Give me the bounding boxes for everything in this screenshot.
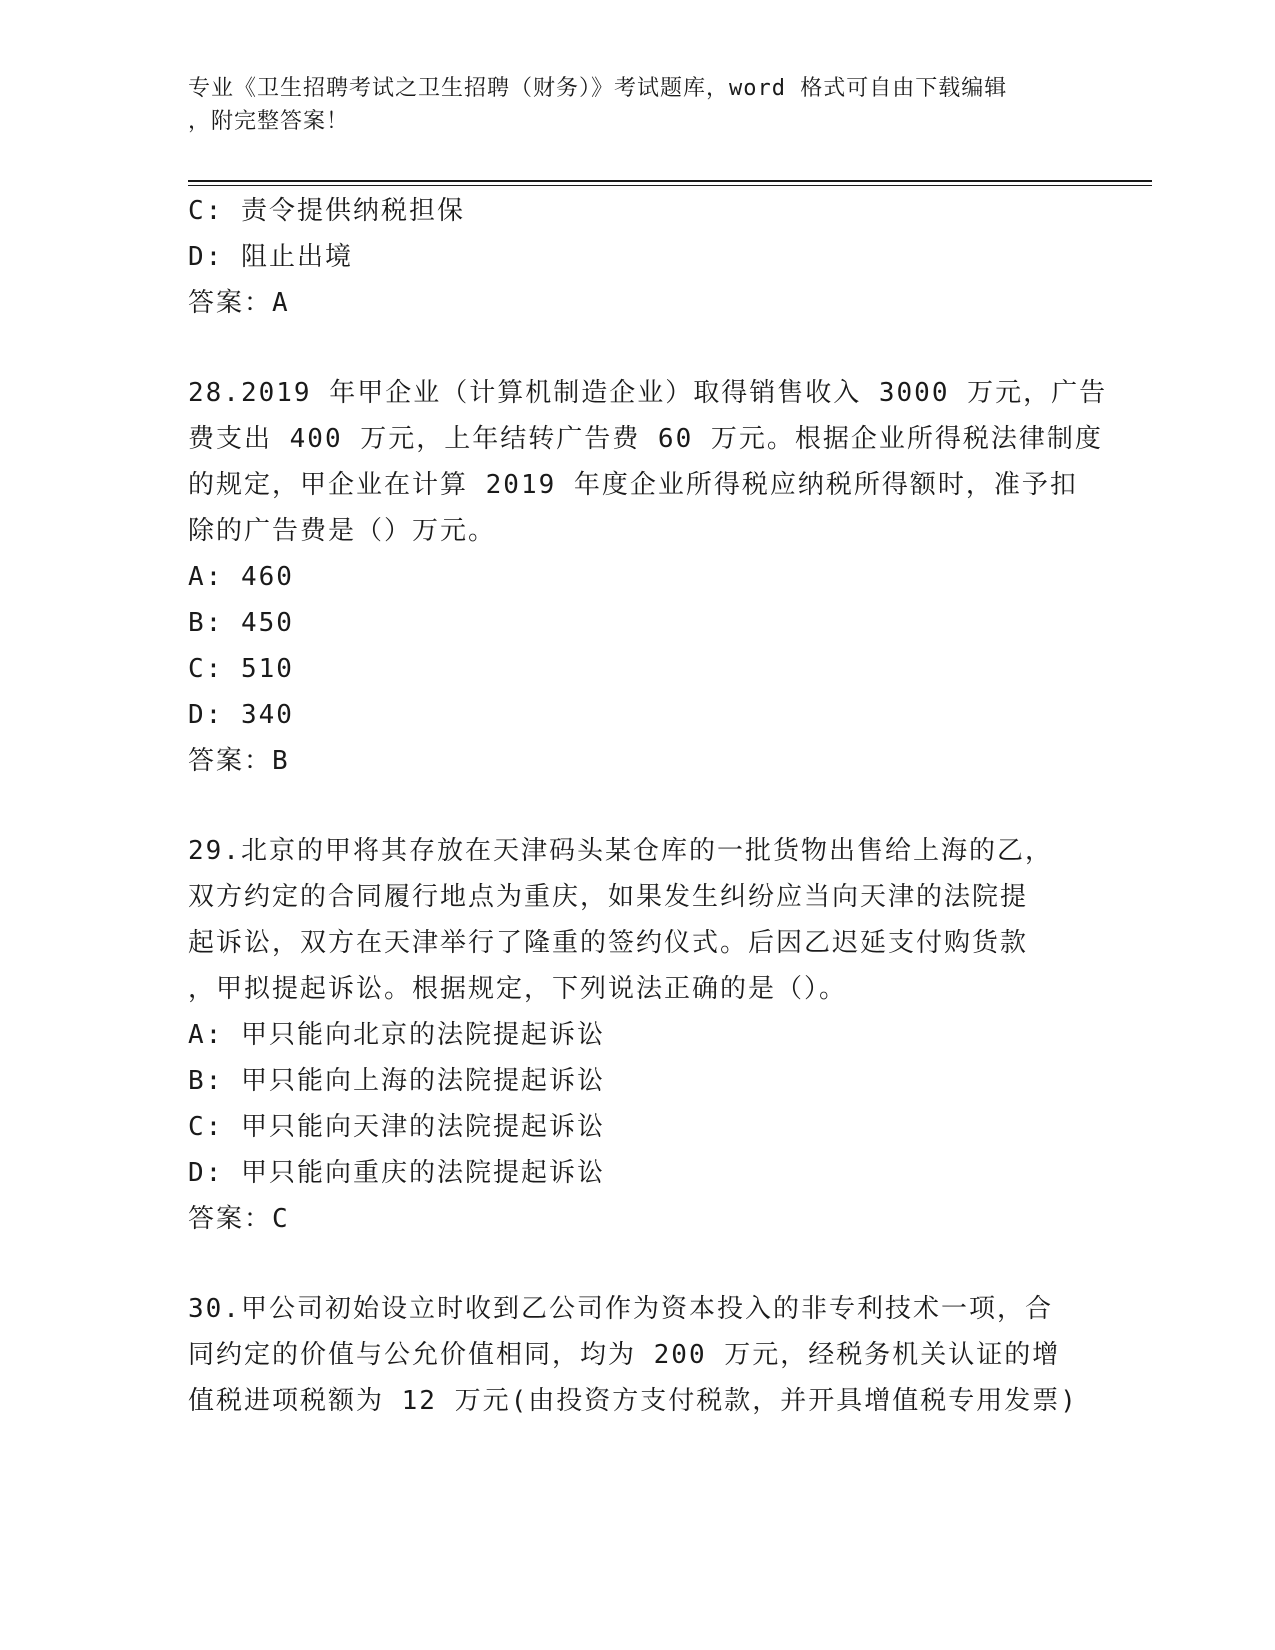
option-a: A: 460 [188,562,294,592]
answer-line: 答案：A [188,288,290,318]
header-line-1: 专业《卫生招聘考试之卫生招聘（财务）》考试题库，word 格式可自由下载编辑 [188,76,1008,101]
option-d: D: 340 [188,700,294,730]
answer-line: 答案：B [188,746,290,776]
option-b: B: 甲只能向上海的法院提起诉讼 [188,1066,605,1096]
header-rule-thick [188,180,1152,182]
question-content [188,188,1108,1424]
option-c: C: 责令提供纳税担保 [188,196,465,226]
header-rule-thin [188,185,1152,186]
question-stem-line: ，甲拟提起诉讼。根据规定，下列说法正确的是（）。 [188,974,848,1004]
question-stem-line: 28.2019 年甲企业（计算机制造企业）取得销售收入 3000 万元，广告 [188,378,1108,408]
question-stem-line: 除的广告费是（）万元。 [188,516,497,546]
option-a: A: 甲只能向北京的法院提起诉讼 [188,1020,605,1050]
question-stem-line: 双方约定的合同履行地点为重庆，如果发生纠纷应当向天津的法院提 [188,882,1029,912]
question-28 [188,370,1108,784]
question-stem-line: 30.甲公司初始设立时收到乙公司作为资本投入的非专利技术一项，合 [188,1294,1053,1324]
option-b: B: 450 [188,608,294,638]
question-29 [188,828,1088,1242]
question-stem-line: 同约定的价值与公允价值相同，均为 200 万元，经税务机关认证的增 [188,1340,1061,1370]
option-c: C: 甲只能向天津的法院提起诉讼 [188,1112,605,1142]
option-d: D: 阻止出境 [188,242,353,272]
document-header [188,72,1088,138]
question-30 [188,1286,1088,1424]
question-stem-line: 值税进项税额为 12 万元(由投资方支付税款，并开具增值税专用发票) [188,1386,1078,1416]
header-line-2: ，附完整答案！ [188,109,350,134]
answer-line: 答案：C [188,1204,290,1234]
question-stem-line: 29.北京的甲将其存放在天津码头某仓库的一批货物出售给上海的乙， [188,836,1053,866]
question-stem-line: 起诉讼，双方在天津举行了隆重的签约仪式。后因乙迟延支付购货款 [188,928,1029,958]
option-c: C: 510 [188,654,294,684]
prev-question-block [188,188,1088,326]
question-stem-line: 费支出 400 万元，上年结转广告费 60 万元。根据企业所得税法律制度 [188,424,1103,454]
question-stem-line: 的规定，甲企业在计算 2019 年度企业所得税应纳税所得额时，准予扣 [188,470,1078,500]
option-d: D: 甲只能向重庆的法院提起诉讼 [188,1158,605,1188]
